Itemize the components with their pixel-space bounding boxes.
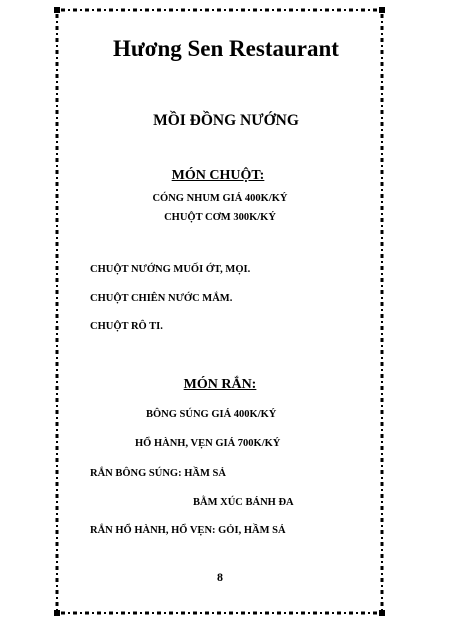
snake-dish-2: BẰM XÚC BÁNH ĐA <box>193 497 294 508</box>
snake-price-1: BÔNG SÚNG GIÁ 400K/KÝ <box>146 409 277 420</box>
mouse-dish-2: CHUỘT CHIÊN NƯỚC MẮM. <box>90 293 233 304</box>
mouse-price-1: CÓNG NHUM GIÁ 400K/KÝ <box>152 193 288 204</box>
mouse-dish-1: CHUỘT NƯỚNG MUỐI ỚT, MỌI. <box>90 264 251 275</box>
snake-section-title: MÓN RẮN: <box>183 377 257 392</box>
page-heading: MỒI ĐỒNG NƯỚNG <box>153 112 299 129</box>
mouse-dish-3: CHUỘT RÔ TI. <box>90 321 163 332</box>
page-number: 8 <box>217 570 223 584</box>
snake-price-2: HỔ HÀNH, VẸN GIÁ 700K/KÝ <box>135 438 281 449</box>
mouse-section-title: MÓN CHUỘT: <box>171 168 265 183</box>
restaurant-title: Hương Sen Restaurant <box>113 36 339 61</box>
snake-dish-3: RẮN HỔ HÀNH, HỔ VẸN: GỎI, HẦM SẢ <box>90 525 286 536</box>
snake-dish-1: RẮN BÔNG SÚNG: HẦM SẢ <box>90 468 226 479</box>
mouse-price-2: CHUỘT CƠM 300K/KÝ <box>164 212 276 223</box>
